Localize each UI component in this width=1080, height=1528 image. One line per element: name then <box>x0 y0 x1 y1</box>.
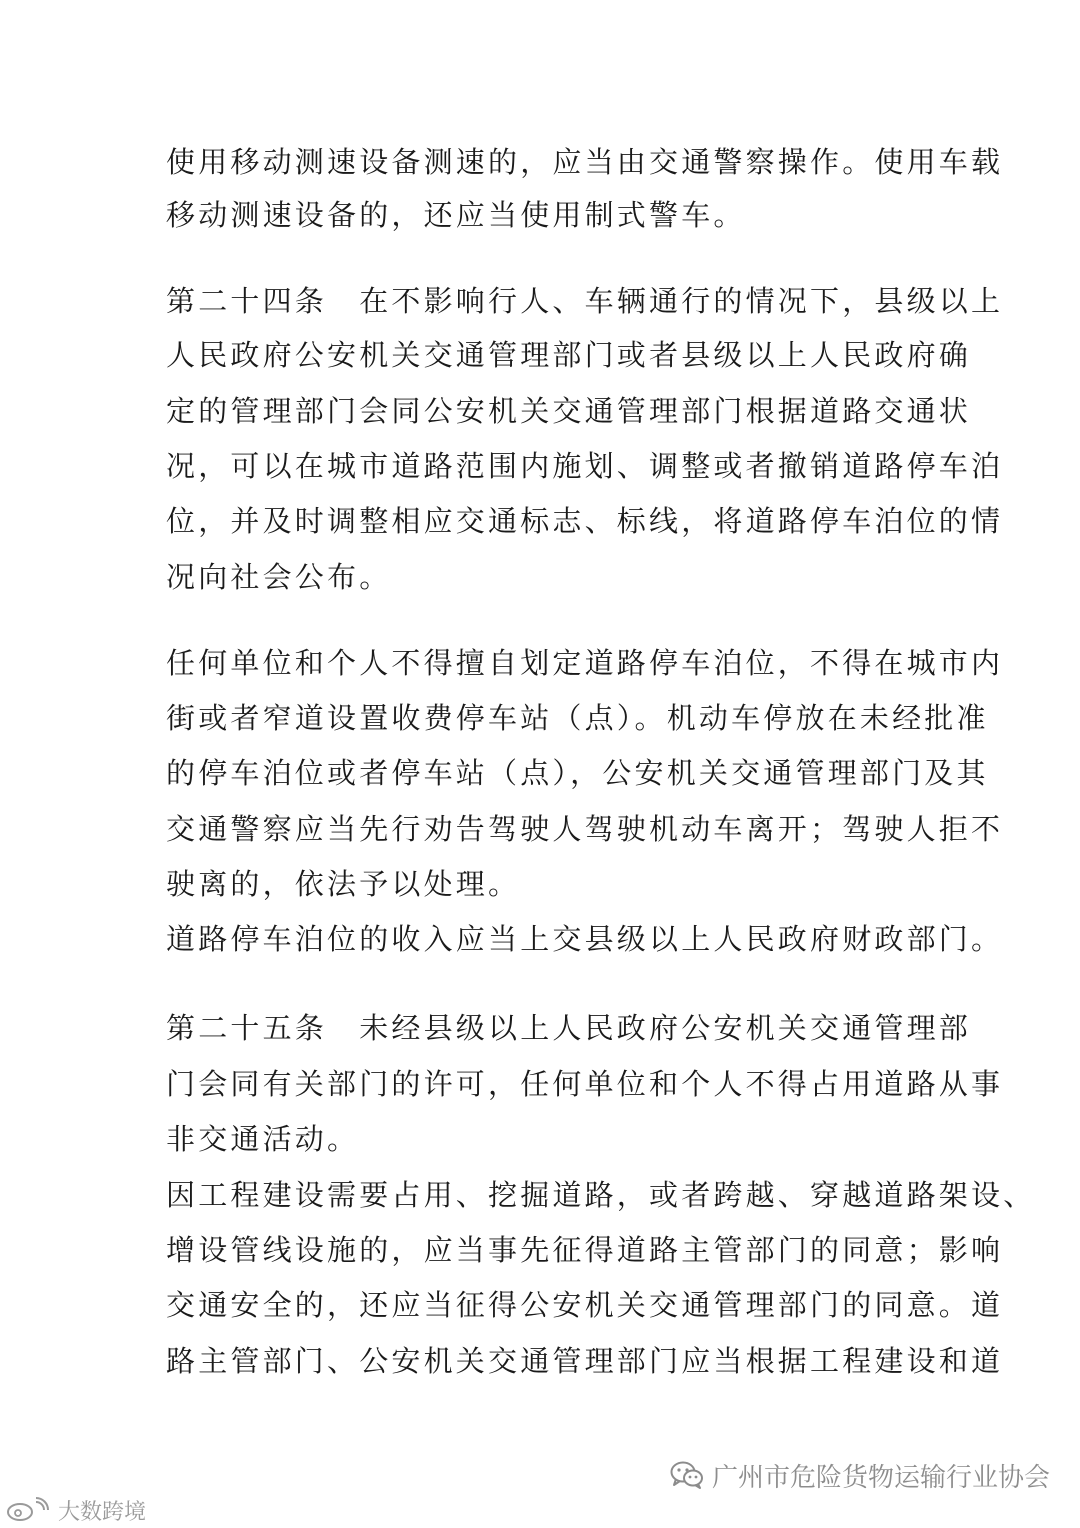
text-line: 况，可以在城市道路范围内施划、调整或者撤销道路停车泊 <box>166 449 1004 483</box>
text-line: 因工程建设需要占用、挖掘道路，或者跨越、穿越道路架设、 <box>166 1178 1036 1212</box>
text-line: 移动测速设备的，还应当使用制式警车。 <box>166 198 746 232</box>
text-line: 定的管理部门会同公安机关交通管理部门根据道路交通状 <box>166 394 972 428</box>
wechat-account-name: 广州市危险货物运输行业协会 <box>712 1462 1051 1493</box>
text-line: 的停车泊位或者停车站（点），公安机关交通管理部门及其 <box>166 756 989 790</box>
text-line: 增设管线设施的，应当事先征得道路主管部门的同意；影响 <box>166 1233 1004 1267</box>
text-line: 使用移动测速设备测速的，应当由交通警察操作。使用车载 <box>166 145 1004 179</box>
text-line: 况向社会公布。 <box>166 560 392 594</box>
text-line: 门会同有关部门的许可，任何单位和个人不得占用道路从事 <box>166 1067 1004 1101</box>
wechat-account-watermark <box>670 1455 1050 1495</box>
article-24-heading-line: 第二十四条 在不影响行人、车辆通行的情况下，县级以上 <box>166 284 1004 318</box>
text-line: 人民政府公安机关交通管理部门或者县级以上人民政府确 <box>166 338 972 372</box>
text-line: 交通安全的，还应当征得公安机关交通管理部门的同意。道 <box>166 1288 1004 1322</box>
wechat-icon <box>670 1460 704 1490</box>
weibo-icon <box>6 1497 52 1523</box>
text-line: 驶离的，依法予以处理。 <box>166 867 521 901</box>
text-line: 位，并及时调整相应交通标志、标线，将道路停车泊位的情 <box>166 504 1004 538</box>
text-line: 交通警察应当先行劝告驾驶人驾驶机动车离开；驾驶人拒不 <box>166 812 1004 846</box>
text-line: 街或者窄道设置收费停车站（点）。机动车停放在未经批准 <box>166 701 989 735</box>
article-25-heading-line: 第二十五条 未经县级以上人民政府公安机关交通管理部 <box>166 1011 972 1045</box>
text-line: 任何单位和个人不得擅自划定道路停车泊位，不得在城市内 <box>166 646 1004 680</box>
text-line: 道路停车泊位的收入应当上交县级以上人民政府财政部门。 <box>166 922 1004 956</box>
text-line: 非交通活动。 <box>166 1122 360 1156</box>
text-line: 路主管部门、公安机关交通管理部门应当根据工程建设和道 <box>166 1344 1004 1378</box>
site-watermark <box>6 1494 146 1526</box>
site-mark-text: 大数跨境 <box>58 1499 147 1525</box>
